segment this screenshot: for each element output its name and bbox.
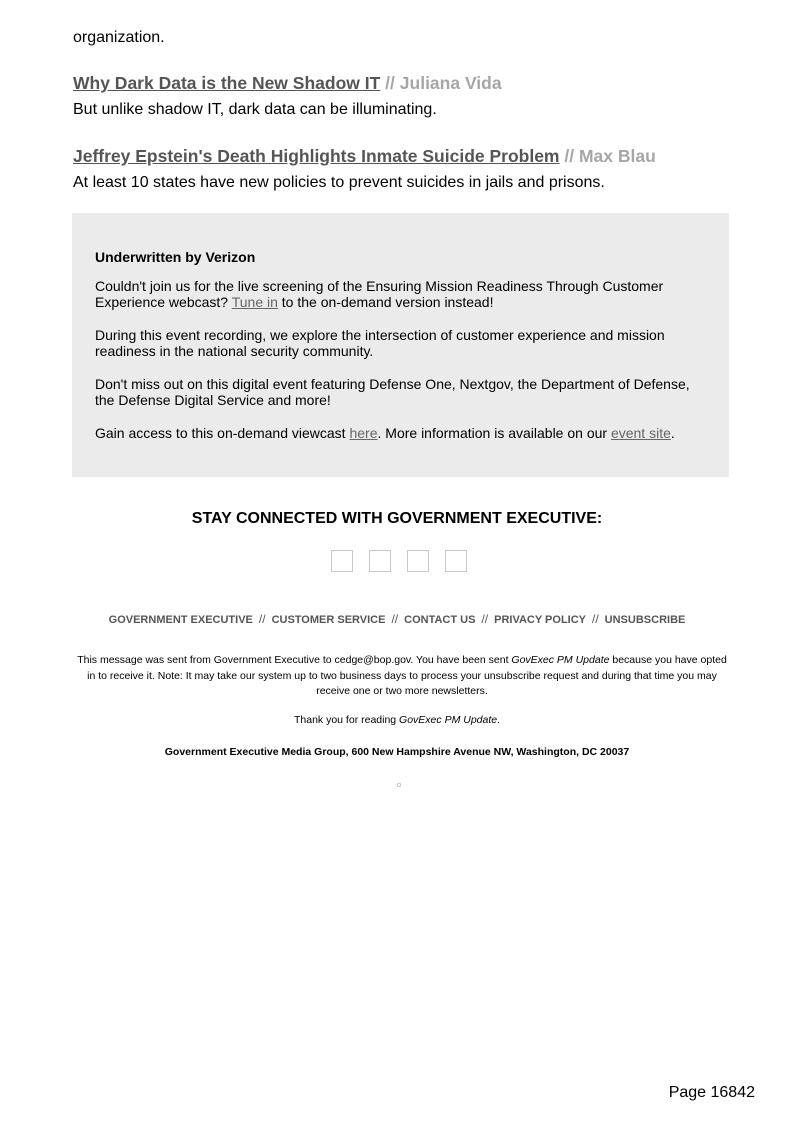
- footer-separator: //: [481, 612, 489, 626]
- footer-link-contact-us[interactable]: CONTACT US: [404, 614, 476, 626]
- promo-paragraph: Don't miss out on this digital event featuring Defense One, Nextgov, the Department of Defense, the Defense Digital Service and more!: [95, 375, 690, 408]
- article-headline: [73, 145, 733, 167]
- article-title-link[interactable]: Why Dark Data is the New Shadow IT: [73, 73, 381, 93]
- author-separator: //: [385, 73, 395, 93]
- promo-paragraph: [95, 425, 707, 442]
- cut-off-text: organization.: [73, 29, 165, 46]
- article-headline: [73, 72, 733, 94]
- thanks-text: Thank you for reading: [293, 714, 400, 726]
- article-author: Juliana Vida: [399, 73, 502, 93]
- page-number: Page 16842: [668, 1084, 755, 1101]
- notice-text: This message was sent from Government Executive to cedge@bop.gov. You have been sent: [77, 654, 512, 666]
- notice-text: because you have opted in to receive it. Note: It may take our system up to two business days to process your unsubscribe request and during that time you may receive one or two more newsletters.: [87, 654, 727, 697]
- article-description: But unlike shadow IT, dark data can be illuminating.: [73, 101, 437, 118]
- thanks-text: .: [497, 714, 501, 726]
- footer-separator: //: [391, 612, 399, 626]
- subscription-notice: [72, 653, 732, 700]
- promo-paragraph: [95, 278, 707, 311]
- here-link[interactable]: here: [349, 424, 378, 441]
- footer-link-customer-service[interactable]: CUSTOMER SERVICE: [271, 614, 386, 626]
- event-site-link[interactable]: event site: [610, 424, 671, 441]
- footer-link-unsubscribe[interactable]: UNSUBSCRIBE: [604, 614, 686, 626]
- footer-link-privacy-policy[interactable]: PRIVACY POLICY: [494, 614, 586, 626]
- footer-nav: [0, 612, 794, 626]
- promo-text: .: [670, 424, 675, 441]
- article-description: At least 10 states have new policies to prevent suicides in jails and prisons.: [73, 174, 605, 191]
- promo-text: to the on-demand version instead!: [277, 294, 494, 310]
- article-item: [73, 145, 733, 193]
- promo-paragraph: During this event recording, we explore the intersection of customer experience and mission readiness in the national security community.: [95, 326, 665, 359]
- promo-title: Underwritten by Verizon: [95, 249, 256, 265]
- article-author: Max Blau: [578, 146, 656, 166]
- newsletter-name: GovExec PM Update: [399, 714, 498, 726]
- author-separator: //: [564, 146, 575, 166]
- social-icons-row: [331, 550, 467, 572]
- thank-you-note: [0, 714, 794, 726]
- rss-icon[interactable]: [445, 550, 467, 572]
- stay-connected-heading: STAY CONNECTED WITH GOVERNMENT EXECUTIVE:: [191, 510, 603, 527]
- newsletter-name: GovExec PM Update: [511, 654, 610, 666]
- linkedin-icon[interactable]: [407, 550, 429, 572]
- promo-text: Gain access to this on-demand viewcast: [95, 424, 350, 441]
- twitter-icon[interactable]: [369, 550, 391, 572]
- footer-separator: //: [258, 612, 266, 626]
- promo-text: . More information is available on our: [377, 424, 611, 441]
- footer-link-government-executive[interactable]: GOVERNMENT EXECUTIVE: [108, 614, 253, 626]
- footer-separator: //: [592, 612, 599, 626]
- facebook-icon[interactable]: [331, 550, 353, 572]
- article-item: [73, 72, 733, 120]
- tune-in-link[interactable]: Tune in: [231, 294, 278, 310]
- article-title-link[interactable]: Jeffrey Epstein's Death Highlights Inmate Suicide Problem: [73, 146, 560, 166]
- tracking-pixel: [397, 783, 401, 787]
- promo-text: Couldn't join us for the live screening of the Ensuring Mission Readiness Through Customer Experience webcast?: [95, 277, 664, 310]
- publisher-address: Government Executive Media Group, 600 New Hampshire Avenue NW, Washington, DC 20037: [164, 746, 630, 758]
- sponsored-promo-box: [72, 213, 729, 477]
